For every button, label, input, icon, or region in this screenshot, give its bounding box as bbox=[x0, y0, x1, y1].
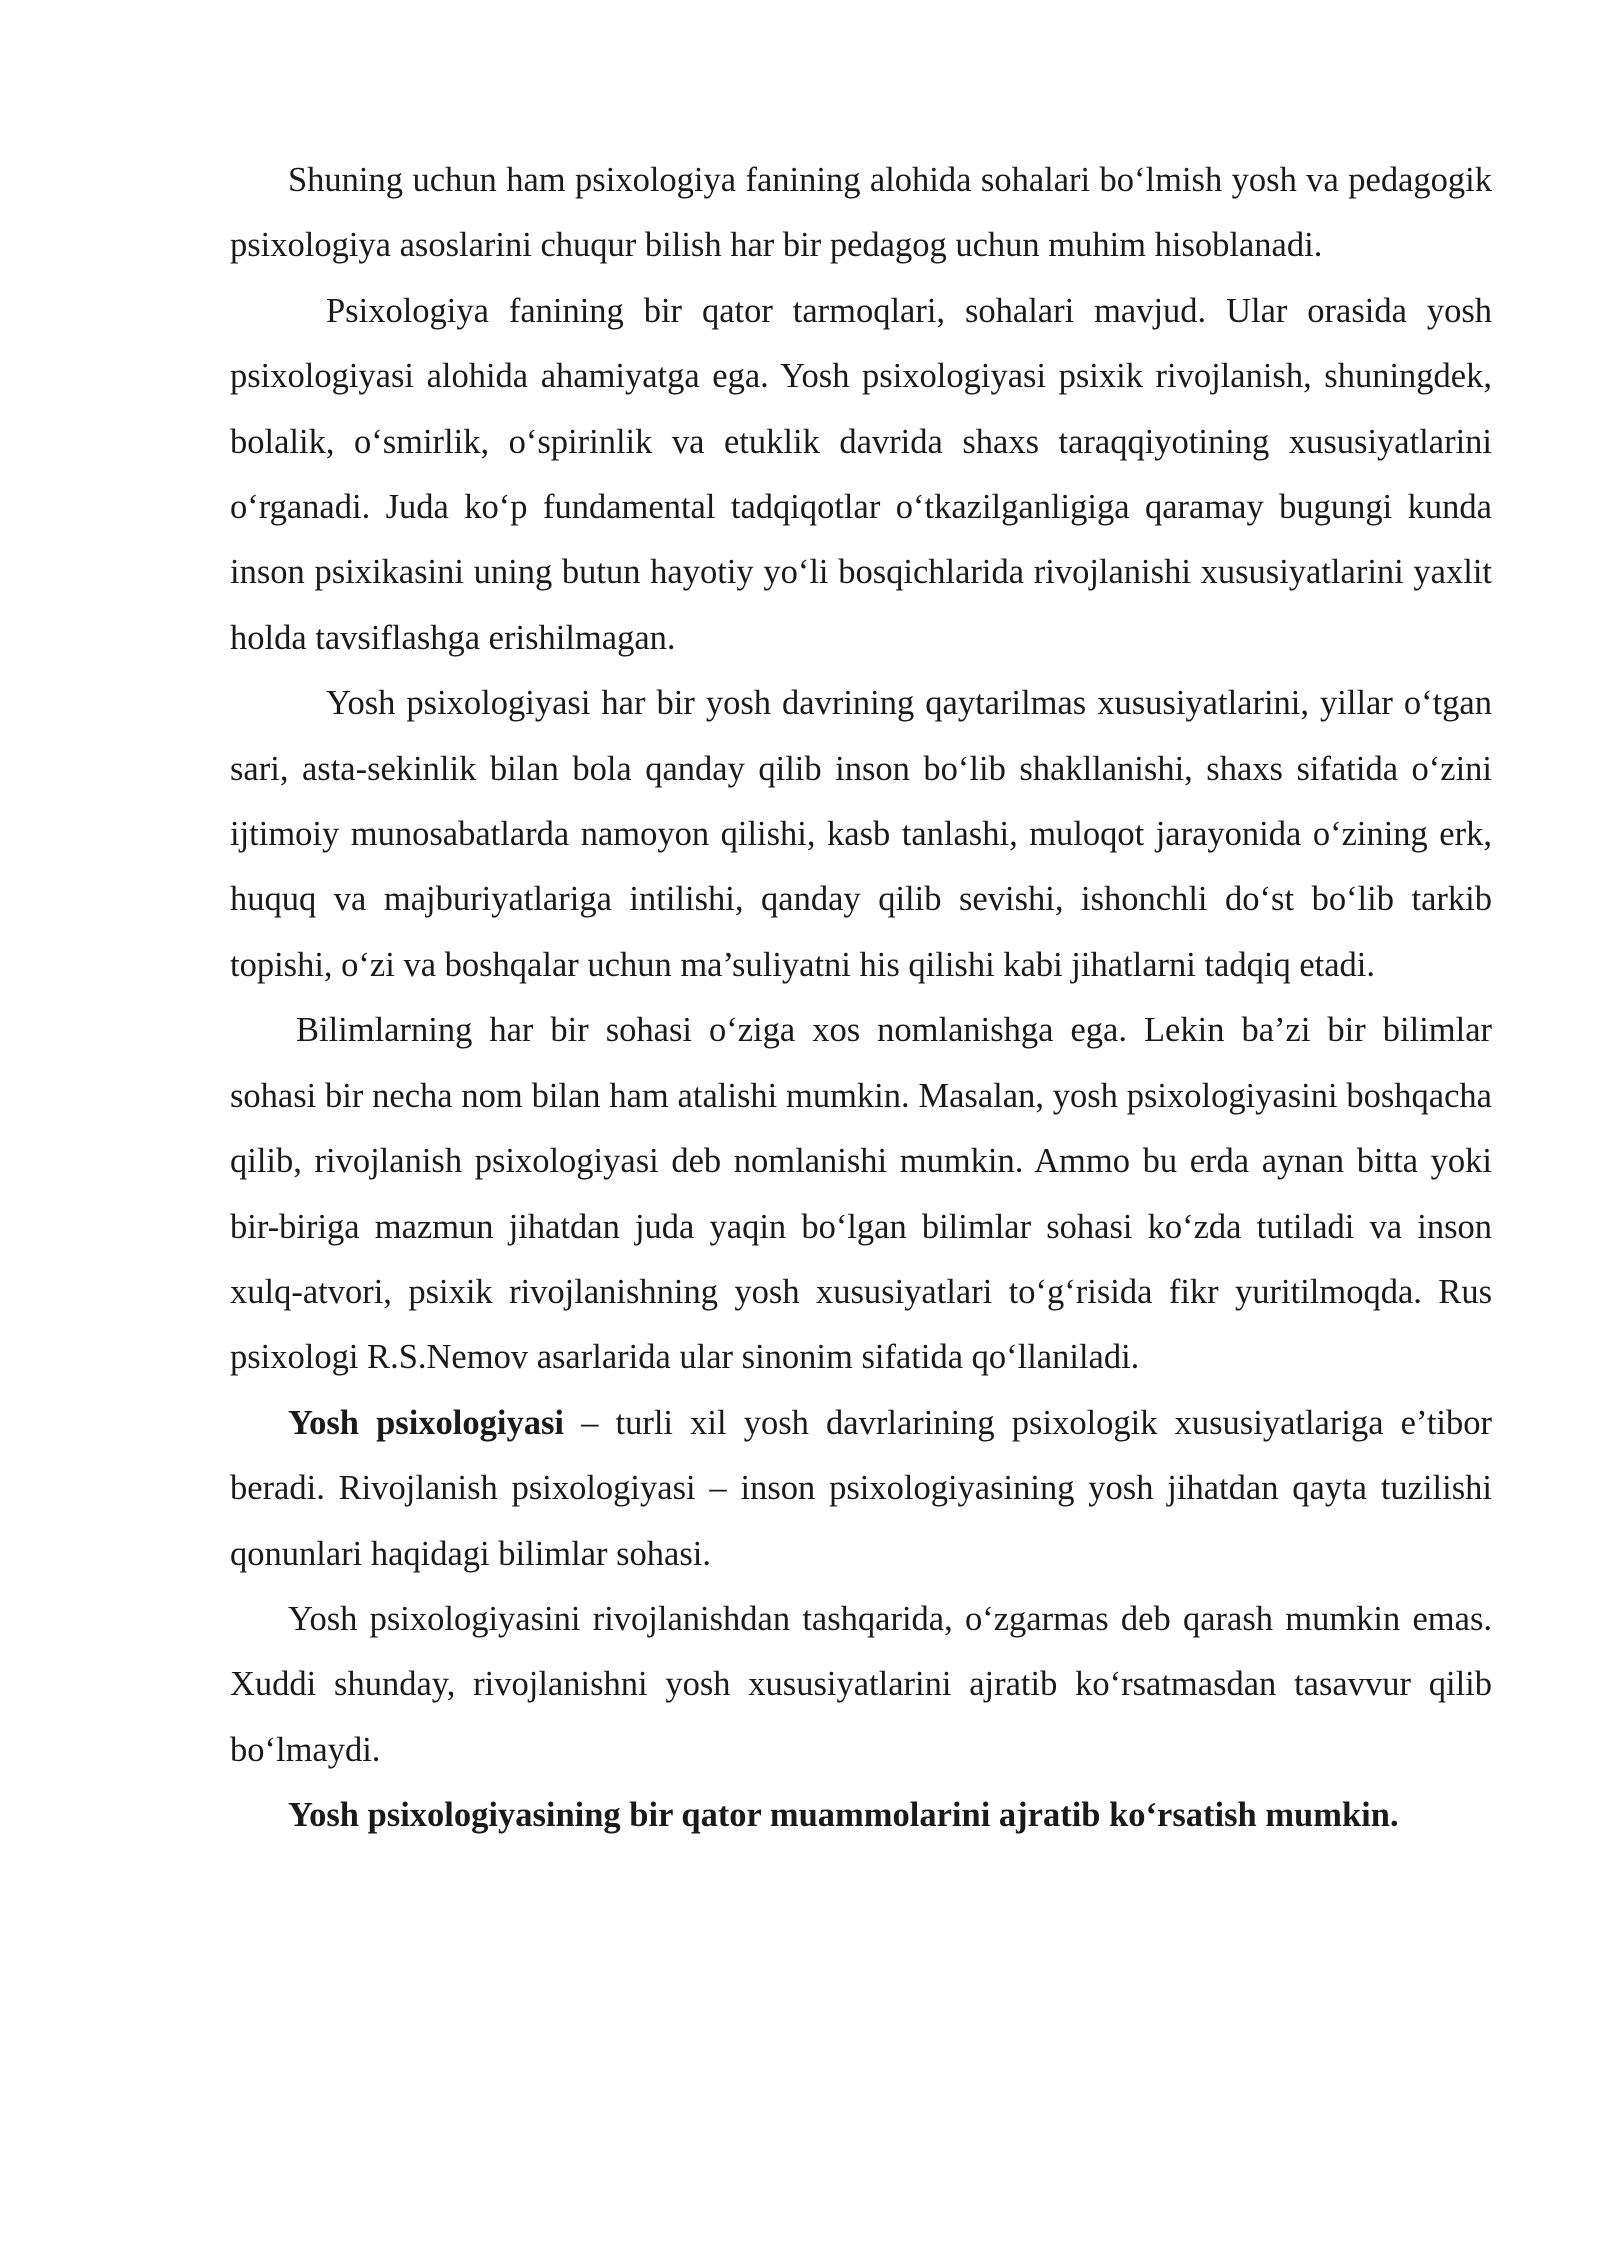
paragraph-1: Shuning uchun ham psixologiya fanining alohida sohalari bo‘lmish yosh va pedagogik psixologiya asoslarini chuqur bilish har bir pedagog uchun muhim hisoblanadi. bbox=[230, 161, 1492, 265]
paragraph-4: Bilimlarning har bir sohasi o‘ziga xos nomlanishga ega. Lekin ba’zi bir bilimlar sohasi bir necha nom bilan ham atalishi mumkin. Masalan, yosh psixologiyasini boshqacha qilib, rivojlanish psixologiyasi deb nomlanishi mumkin. Ammo bu erda aynan bitta yoki bir-biriga mazmun jihatdan juda yaqin bo‘lgan bilimlar sohasi ko‘zda tutiladi va inson xulq-atvori, psixik rivojlanishning yosh xususiyatlari to‘g‘risida fikr yuritilmoqda. Rus psixologi R.S.Nemov asarlarida ular sinonim sifatida qo‘llaniladi. bbox=[230, 1011, 1492, 1377]
paragraph-5 bbox=[230, 1391, 1492, 1587]
term-yosh-psixologiyasi: Yosh psixologiyasi bbox=[288, 1403, 564, 1442]
paragraph-3: Yosh psixologiyasi har bir yosh davrining qaytarilmas xususiyatlarini, yillar o‘tgan sari, asta-sekinlik bilan bola qanday qilib inson bo‘lib shakllanishi, shaxs sifatida o‘zini ijtimoiy munosabatlarda namoyon qilishi, kasb tanlashi, muloqot jarayonida o‘zining erk, huquq va majburiyatlariga intilishi, qanday qilib sevishi, ishonchli do‘st bo‘lib tarkib topishi, o‘zi va boshqalar uchun ma’suliyatni his qilishi kabi jihatlarni tadqiq etadi. bbox=[230, 684, 1492, 984]
paragraph-2: Psixologiya fanining bir qator tarmoqlari, sohalari mavjud. Ular orasida yosh psixologiyasi alohida ahamiyatga ega. Yosh psixologiyasi psixik rivojlanish, shuningdek, bolalik, o‘smirlik, o‘spirinlik va etuklik davrida shaxs taraqqiyotining xususiyatlarini o‘rganadi. Juda ko‘p fundamental tadqiqotlar o‘tkazilganligiga qaramay bugungi kunda inson psixikasini uning butun hayotiy yo‘li bosqichlarida rivojlanishi xususiyatlarini yaxlit holda tavsiflashga erishilmagan. bbox=[230, 291, 1492, 657]
paragraph-5-text: – turli xil yosh davrlarining psixologik xususiyatlariga e’tibor beradi. Rivojlanish psixologiyasi – inson psixologiyasining yosh jihatdan qayta tuzilishi qonunlari haqidagi bilimlar sohasi. bbox=[230, 1403, 1492, 1573]
section-heading: Yosh psixologiyasining bir qator muammolarini ajratib ko‘rsatish mumkin. bbox=[288, 1796, 1399, 1835]
document-page bbox=[230, 148, 1492, 1849]
paragraph-6: Yosh psixologiyasini rivojlanishdan tashqarida, o‘zgarmas deb qarash mumkin emas. Xuddi shunday, rivojlanishni yosh xususiyatlarini ajratib ko‘rsatmasdan tasavvur qilib bo‘lmaydi. bbox=[230, 1599, 1492, 1769]
